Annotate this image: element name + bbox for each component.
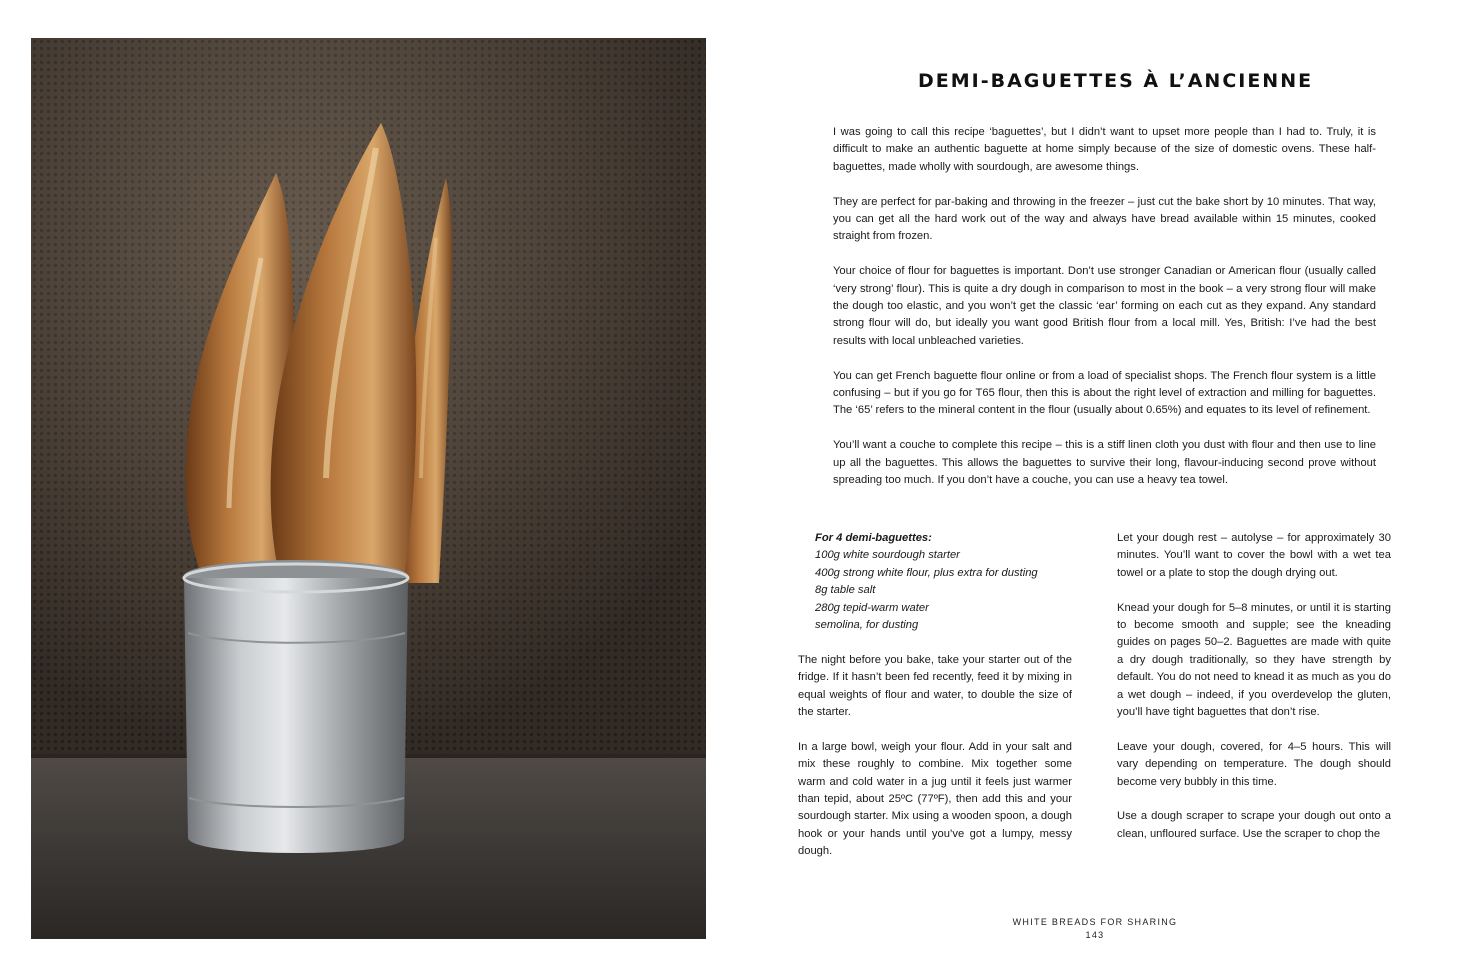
intro-paragraph: You can get French baguette flour online or from a load of specialist shops. The French flour system is a little confusing – but if you go for T65 flour, then this is about the right level of extraction and milling for baguettes. The ‘65’ refers to the mineral content in the flour (usually about 0.65%) and equates to its level of refinement.	[833, 369, 1376, 417]
recipe-title: DEMI-BAGUETTES À L’ANCIENNE	[918, 70, 1314, 92]
intro-paragraph: They are perfect for par-baking and throwing in the freezer – just cut the bake short by 10 minutes. That way, you can get all the hard work out of the way and always have bread available within 15 minutes, cooked straight from frozen.	[833, 195, 1376, 243]
page-footer	[960, 916, 1230, 942]
method-column-right	[1117, 530, 1391, 861]
intro-text	[833, 124, 1376, 507]
intro-paragraph: I was going to call this recipe ‘baguettes’, but I didn’t want to upset more people than I had to. Truly, it is difficult to make an authentic baguette at home simply because of the size of domestic ovens. These half-baguettes, made wholly with sourdough, are awesome things.	[833, 126, 1376, 173]
section-name: WHITE BREADS FOR SHARING	[1012, 917, 1178, 927]
method-paragraph: Leave your dough, covered, for 4–5 hours. This will vary depending on temperature. The dough should become very bubbly in this time.	[1117, 740, 1391, 788]
intro-paragraph: You’ll want a couche to complete this recipe – this is a stiff linen cloth you dust with flour and then use to line up all the baguettes. This allows the baguettes to survive their long, flavour-inducing second prove without spreading too much. If you don’t have a couche, you can use a heavy tea towel.	[833, 439, 1376, 487]
method-column-left	[798, 530, 1072, 878]
ingredient-item: 280g tepid-warm water	[815, 601, 929, 614]
ingredient-item: 8g table salt	[815, 584, 876, 597]
method-paragraph: The night before you bake, take your starter out of the fridge. If it hasn’t been fed recently, feed it by mixing in equal weights of flour and water, to double the size of the starter.	[798, 653, 1072, 719]
ingredient-item: 100g white sourdough starter	[815, 549, 960, 562]
metal-tin	[184, 578, 408, 853]
method-paragraph: Use a dough scraper to scrape your dough out onto a clean, unfloured surface. Use the scraper to chop the	[1117, 810, 1391, 840]
ingredient-list	[815, 530, 1072, 634]
text-page	[770, 0, 1450, 977]
ingredient-item: semolina, for dusting	[815, 619, 919, 632]
method-paragraph: In a large bowl, weigh your flour. Add in your salt and mix these roughly to combine. Mix together some warm and cold water in a jug until it feels just warmer than tepid, about 25ºC (77ºF), then add this and your sourdough starter. Mix using a wooden spoon, a dough hook or your hands until you’ve got a lumpy, messy dough.	[798, 740, 1072, 858]
method-paragraph: Knead your dough for 5–8 minutes, or until it is starting to become smooth and supple; see the kneading guides on pages 50–2. Baguettes are made with quite a dry dough traditionally, so they have strength by default. You do not need to knead it as much as you do a wet dough – indeed, if you overdevelop the gluten, you’ll have tight baguettes that don’t rise.	[1117, 601, 1391, 719]
page-number: 143	[1085, 930, 1105, 940]
ingredients-heading: For 4 demi-baguettes:	[815, 532, 932, 544]
intro-paragraph: Your choice of flour for baguettes is important. Don’t use stronger Canadian or American flour (usually called ‘very strong’ flour). This is quite a dry dough in comparison to most in the book – a very strong flour will make the dough too elastic, and you won’t get the classic ‘ear’ forming on each cut as they expand. Any standard strong flour will do, but ideally you want good British flour from a local mill. Yes, British: I’ve had the best results with local unbleached varieties.	[833, 265, 1376, 347]
method-paragraph: Let your dough rest – autolyse – for approximately 30 minutes. You’ll want to cover the bowl with a wet tea towel or a plate to stop the dough drying out.	[1117, 532, 1391, 579]
ingredient-item: 400g strong white flour, plus extra for dusting	[815, 566, 1038, 579]
baguette-photo	[31, 38, 706, 939]
